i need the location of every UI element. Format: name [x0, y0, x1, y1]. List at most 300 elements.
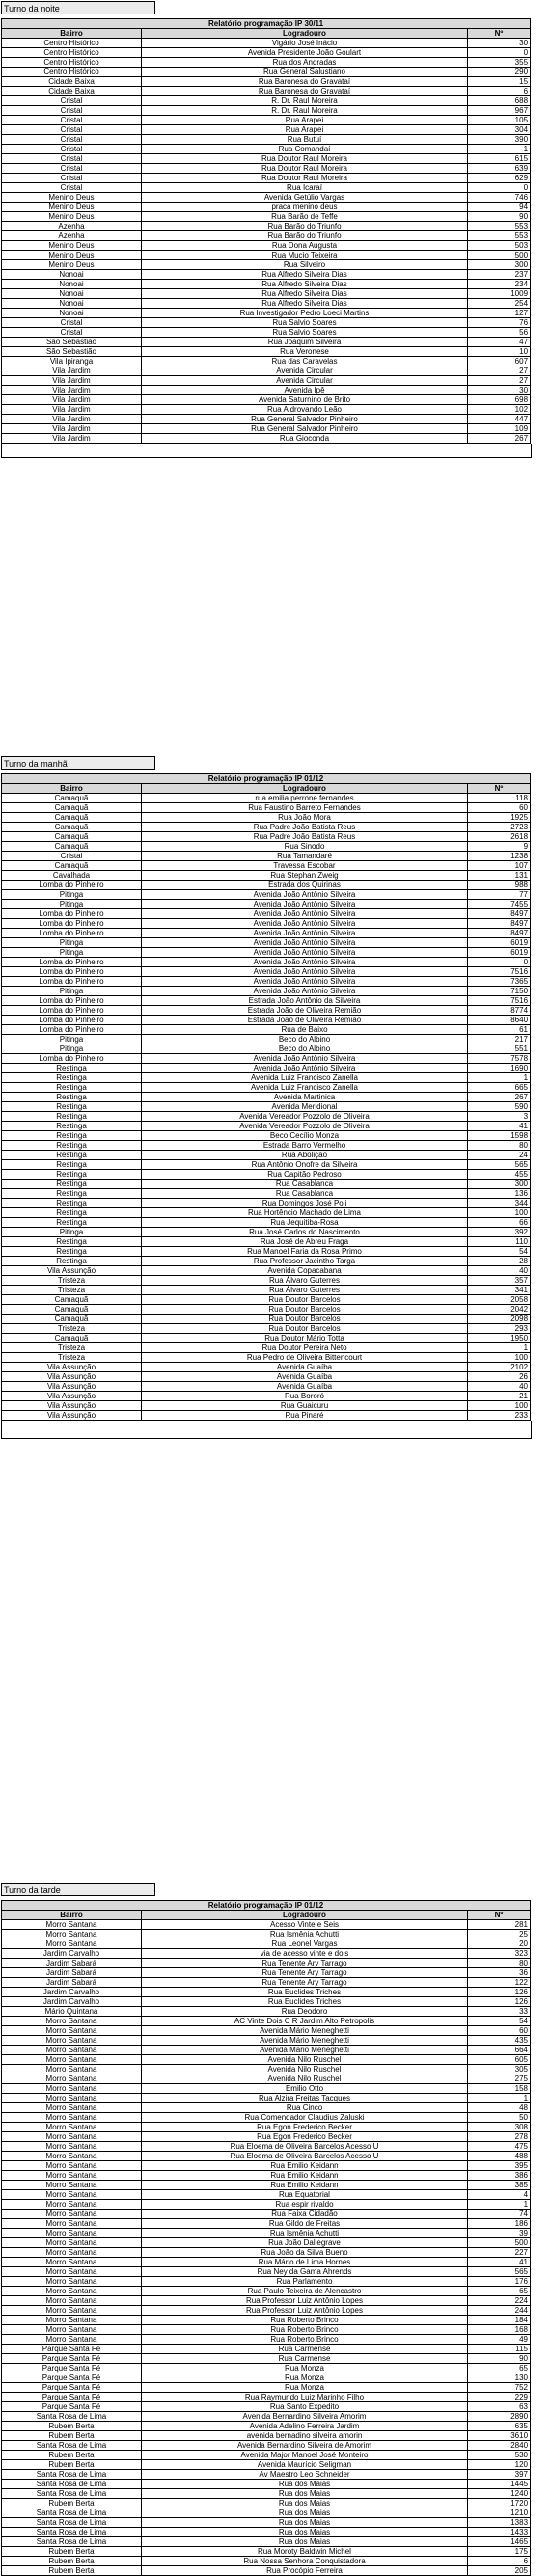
table-row: [2, 231, 531, 241]
bairro-cell: Pitinga: [2, 948, 142, 958]
table-row: [2, 2190, 531, 2200]
table-row: [2, 2306, 531, 2316]
table-row: [2, 1073, 531, 1083]
numero-cell: 967: [468, 106, 531, 116]
table-row: [2, 2094, 531, 2103]
table-row: [2, 2017, 531, 2026]
bairro-cell: Parque Santa Fé: [2, 2345, 142, 2354]
logradouro-cell: Rua Professor Luiz Antônio Lopes: [142, 2296, 468, 2306]
bairro-cell: Morro Santana: [2, 2123, 142, 2132]
table-row: [2, 260, 531, 270]
logradouro-cell: Rua Joaquim Silveira: [142, 338, 468, 347]
numero-cell: 40: [468, 1266, 531, 1276]
bairro-cell: Vila Jardim: [2, 424, 142, 434]
table-row: [2, 280, 531, 289]
numero-cell: 281: [468, 1920, 531, 1930]
table-row: [2, 2219, 531, 2229]
bairro-cell: Lomba do Pinheiro: [2, 967, 142, 977]
logradouro-cell: Beco Cecílio Monza: [142, 1131, 468, 1141]
logradouro-cell: Rua Álvaro Guterres: [142, 1276, 468, 1286]
table-row: [2, 2489, 531, 2499]
table-row: [2, 2508, 531, 2518]
table-spacer: [1, 1421, 532, 1439]
numero-cell: 33: [468, 2007, 531, 2017]
table-row: [2, 1939, 531, 1949]
table-row: [2, 1305, 531, 1315]
table-row: [2, 1401, 531, 1411]
table-row: [2, 2084, 531, 2094]
bairro-cell: Vila Assunção: [2, 1266, 142, 1276]
logradouro-cell: Rua Alfredo Silveira Dias: [142, 280, 468, 289]
table-row: [2, 1324, 531, 1334]
numero-cell: 1690: [468, 1064, 531, 1073]
table-row: [2, 318, 531, 328]
numero-cell: 49: [468, 2335, 531, 2345]
table-row: [2, 241, 531, 251]
table-row: [2, 909, 531, 919]
logradouro-cell: Rua Domingos José Poli: [142, 1199, 468, 1208]
table-row: [2, 376, 531, 386]
logradouro-cell: Rua dos Maias: [142, 2528, 468, 2537]
numero-cell: 76: [468, 318, 531, 328]
numero-cell: 664: [468, 2046, 531, 2055]
table-row: [2, 48, 531, 58]
table-row: [2, 222, 531, 231]
numero-cell: 115: [468, 2345, 531, 2354]
numero-cell: 390: [468, 135, 531, 145]
logradouro-cell: Rua Butuí: [142, 135, 468, 145]
numero-cell: 6019: [468, 938, 531, 948]
numero-cell: 8497: [468, 909, 531, 919]
numero-cell: 344: [468, 1199, 531, 1208]
logradouro-cell: Rua Padre João Batista Reus: [142, 832, 468, 842]
numero-cell: 397: [468, 2470, 531, 2480]
table-row: [2, 96, 531, 106]
bairro-cell: Morro Santana: [2, 2017, 142, 2026]
numero-cell: 2098: [468, 1315, 531, 1324]
bairro-cell: Morro Santana: [2, 2306, 142, 2316]
table-row: [2, 2460, 531, 2470]
bairro-cell: Santa Rosa de Lima: [2, 2508, 142, 2518]
table-row: [2, 1006, 531, 1016]
logradouro-cell: Rua Bororó: [142, 1392, 468, 1401]
bairro-cell: Morro Santana: [2, 2113, 142, 2123]
table-row: [2, 1218, 531, 1228]
bairro-cell: Lomba do Pinheiro: [2, 1025, 142, 1035]
numero-cell: 665: [468, 1083, 531, 1093]
logradouro-cell: Rua Gioconda: [142, 434, 468, 444]
logradouro-cell: Rua Sinodo: [142, 842, 468, 852]
table-row: [2, 2113, 531, 2123]
numero-cell: 304: [468, 125, 531, 135]
table-row: [2, 1199, 531, 1208]
bairro-cell: Restinga: [2, 1180, 142, 1189]
table-row: [2, 2132, 531, 2142]
table-row: [2, 58, 531, 68]
logradouro-cell: Avenida João Antônio Silveira: [142, 938, 468, 948]
logradouro-cell: Rua Salvio Soares: [142, 328, 468, 338]
logradouro-cell: Avenida Bernardino Silveira Amorim: [142, 2412, 468, 2422]
numero-cell: 2058: [468, 1295, 531, 1305]
bairro-cell: Morro Santana: [2, 2152, 142, 2161]
table-row: [2, 1266, 531, 1276]
logradouro-cell: Rua Doutor Barcelos: [142, 1295, 468, 1305]
bairro-cell: Restinga: [2, 1208, 142, 1218]
table-row: [2, 193, 531, 203]
bairro-cell: Morro Santana: [2, 2287, 142, 2296]
numero-cell: 2042: [468, 1305, 531, 1315]
table-row: [2, 2566, 531, 2576]
bairro-cell: Tristeza: [2, 1343, 142, 1353]
logradouro-cell: Rua Professor Luiz Antônio Lopes: [142, 2306, 468, 2316]
bairro-cell: Restinga: [2, 1131, 142, 1141]
bairro-cell: Azenha: [2, 222, 142, 231]
logradouro-cell: Rua Alzira Freitas Tacques: [142, 2094, 468, 2103]
table-row: [2, 270, 531, 280]
bairro-cell: Restinga: [2, 1237, 142, 1247]
logradouro-cell: Rua Roberto Brinco: [142, 2316, 468, 2325]
logradouro-cell: Avenida João Antônio Silveira: [142, 1054, 468, 1064]
table-row: [2, 929, 531, 938]
numero-cell: 455: [468, 1170, 531, 1180]
numero-cell: 244: [468, 2306, 531, 2316]
bairro-cell: Tristeza: [2, 1353, 142, 1363]
table-row: [2, 2181, 531, 2190]
bairro-cell: Camaquã: [2, 813, 142, 823]
table-row: [2, 2422, 531, 2431]
table-row: [2, 2287, 531, 2296]
logradouro-cell: Rua Comendador Claudius Zaluski: [142, 2113, 468, 2123]
table-row: [2, 1353, 531, 1363]
logradouro-cell: Rua Barão de Teffe: [142, 212, 468, 222]
numero-cell: 305: [468, 2065, 531, 2074]
logradouro-cell: avenida bernadino silveira amorin: [142, 2431, 468, 2441]
logradouro-cell: Rua Eloema de Oliveira Barcelos Acesso U: [142, 2142, 468, 2152]
numero-cell: 500: [468, 251, 531, 260]
table-row: [2, 2537, 531, 2547]
table-row: [2, 251, 531, 260]
table-row: [2, 996, 531, 1006]
bairro-cell: Tristeza: [2, 1286, 142, 1295]
logradouro-cell: Rua Ismênia Achutti: [142, 1930, 468, 1939]
numero-cell: 7516: [468, 996, 531, 1006]
numero-cell: 7150: [468, 987, 531, 996]
numero-cell: 105: [468, 116, 531, 125]
bairro-cell: Morro Santana: [2, 2132, 142, 2142]
numero-cell: 50: [468, 2113, 531, 2123]
numero-cell: 355: [468, 58, 531, 68]
logradouro-cell: Avenida Vereador Pozzolo de Oliveira: [142, 1112, 468, 1122]
bairro-cell: Santa Rosa de Lima: [2, 2489, 142, 2499]
bairro-cell: Cristal: [2, 164, 142, 174]
numero-cell: 233: [468, 1411, 531, 1421]
table-row: [2, 309, 531, 318]
numero-cell: 100: [468, 1353, 531, 1363]
table-row: [2, 2402, 531, 2412]
bairro-cell: Lomba do Pinheiro: [2, 881, 142, 890]
bairro-cell: Vila Ipiranga: [2, 357, 142, 366]
table-row: [2, 2441, 531, 2451]
bairro-cell: Parque Santa Fé: [2, 2383, 142, 2393]
logradouro-cell: Estrada dos Quirinas: [142, 881, 468, 890]
table-row: [2, 1208, 531, 1218]
logradouro-cell: Rua Roberto Brinco: [142, 2325, 468, 2335]
numero-cell: 109: [468, 424, 531, 434]
logradouro-cell: Rua Emilio Keidann: [142, 2161, 468, 2171]
bairro-cell: Pitinga: [2, 987, 142, 996]
table-row: [2, 2258, 531, 2267]
numero-cell: 1240: [468, 2489, 531, 2499]
bairro-cell: Morro Santana: [2, 2036, 142, 2046]
report-table: [1, 18, 531, 444]
bairro-cell: Vila Jardim: [2, 395, 142, 405]
table-row: [2, 395, 531, 405]
logradouro-cell: Avenida Guaíba: [142, 1382, 468, 1392]
logradouro-cell: Avenida João Antônio Silveira: [142, 987, 468, 996]
numero-cell: 6: [468, 2557, 531, 2566]
bairro-cell: Menino Deus: [2, 241, 142, 251]
table-row: [2, 203, 531, 212]
numero-cell: 357: [468, 1276, 531, 1286]
report-title: Relatório programação IP 01/12: [2, 774, 531, 784]
numero-cell: 122: [468, 1978, 531, 1988]
logradouro-cell: Beco do Albino: [142, 1035, 468, 1044]
bairro-cell: Menino Deus: [2, 203, 142, 212]
logradouro-cell: Rua Casablanca: [142, 1180, 468, 1189]
numero-cell: 395: [468, 2161, 531, 2171]
numero-cell: 503: [468, 241, 531, 251]
table-row: [2, 1180, 531, 1189]
numero-cell: 54: [468, 2017, 531, 2026]
table-row: [2, 1093, 531, 1102]
numero-cell: 100: [468, 1401, 531, 1411]
logradouro-cell: Rua Baronesa do Gravataí: [142, 77, 468, 87]
numero-cell: 341: [468, 1286, 531, 1295]
logradouro-cell: Rua Alfredo Silveira Dias: [142, 299, 468, 309]
numero-cell: 607: [468, 357, 531, 366]
table-row: [2, 1257, 531, 1266]
bairro-cell: Restinga: [2, 1218, 142, 1228]
numero-cell: 1950: [468, 1334, 531, 1343]
numero-cell: 3610: [468, 2431, 531, 2441]
bairro-cell: Menino Deus: [2, 260, 142, 270]
logradouro-cell: Rua Guaicuru: [142, 1401, 468, 1411]
bairro-cell: Rubem Berta: [2, 2451, 142, 2460]
table-row: [2, 1997, 531, 2007]
bairro-cell: São Sebastião: [2, 347, 142, 357]
table-spacer: [1, 444, 532, 458]
bairro-cell: Restinga: [2, 1151, 142, 1160]
numero-cell: 175: [468, 2547, 531, 2557]
bairro-cell: Tristeza: [2, 1276, 142, 1286]
logradouro-cell: Rua dos Maias: [142, 2480, 468, 2489]
table-row: [2, 2393, 531, 2402]
bairro-cell: Jardim Sabará: [2, 1968, 142, 1978]
table-row: [2, 145, 531, 154]
numero-cell: 605: [468, 2055, 531, 2065]
logradouro-cell: Avenida Mário Meneghetti: [142, 2026, 468, 2036]
numero-cell: 74: [468, 2210, 531, 2219]
table-row: [2, 1044, 531, 1054]
bairro-cell: Vila Jardim: [2, 405, 142, 415]
numero-cell: 8640: [468, 1016, 531, 1025]
table-row: [2, 832, 531, 842]
bairro-cell: Nonoai: [2, 299, 142, 309]
bairro-cell: Morro Santana: [2, 2335, 142, 2345]
logradouro-cell: Rua de Baixo: [142, 1025, 468, 1035]
numero-cell: 530: [468, 2451, 531, 2460]
table-row: [2, 1160, 531, 1170]
logradouro-cell: Rua Mucio Teixeira: [142, 251, 468, 260]
logradouro-cell: Rua Procópio Ferreira: [142, 2566, 468, 2576]
logradouro-cell: Avenida Luiz Francisco Zanella: [142, 1083, 468, 1093]
numero-cell: 176: [468, 2277, 531, 2287]
bairro-cell: Centro Histórico: [2, 68, 142, 77]
logradouro-cell: Rua Antônio Onofre da Silveira: [142, 1160, 468, 1170]
table-row: [2, 39, 531, 48]
logradouro-cell: Rua General Salvador Pinheiro: [142, 415, 468, 424]
table-row: [2, 977, 531, 987]
bairro-cell: Jardim Sabará: [2, 1959, 142, 1968]
logradouro-cell: Avenida Circular: [142, 366, 468, 376]
table-row: [2, 2451, 531, 2460]
table-row: [2, 77, 531, 87]
numero-cell: 590: [468, 1102, 531, 1112]
table-row: [2, 861, 531, 871]
logradouro-cell: Rua Aldrovando Leão: [142, 405, 468, 415]
table-row: [2, 2074, 531, 2084]
bairro-cell: Morro Santana: [2, 1930, 142, 1939]
numero-header: Nº: [468, 29, 531, 39]
table-row: [2, 938, 531, 948]
numero-cell: 629: [468, 174, 531, 183]
logradouro-header: Logradouro: [142, 784, 468, 794]
table-row: [2, 2499, 531, 2508]
table-row: [2, 1382, 531, 1392]
numero-cell: 1210: [468, 2508, 531, 2518]
numero-cell: 126: [468, 1988, 531, 1997]
bairro-cell: Rubem Berta: [2, 2566, 142, 2576]
bairro-cell: Camaquã: [2, 861, 142, 871]
bairro-cell: Morro Santana: [2, 2316, 142, 2325]
table-row: [2, 1978, 531, 1988]
logradouro-cell: Rua Doutor Raul Moreira: [142, 164, 468, 174]
table-row: [2, 842, 531, 852]
logradouro-cell: Avenida Ipê: [142, 386, 468, 395]
numero-cell: 752: [468, 2383, 531, 2393]
bairro-cell: Restinga: [2, 1247, 142, 1257]
logradouro-cell: Rua Baronesa do Gravataí: [142, 87, 468, 96]
logradouro-cell: Rua Emilio Keidann: [142, 2171, 468, 2181]
bairro-cell: Morro Santana: [2, 2219, 142, 2229]
table-row: [2, 2267, 531, 2277]
table-row: [2, 919, 531, 929]
logradouro-cell: Avenida Guaíba: [142, 1372, 468, 1382]
bairro-cell: Menino Deus: [2, 251, 142, 260]
numero-cell: 30: [468, 386, 531, 395]
numero-cell: 100: [468, 1208, 531, 1218]
bairro-cell: Morro Santana: [2, 2094, 142, 2103]
logradouro-cell: Rua Tenente Ary Tarrago: [142, 1968, 468, 1978]
numero-cell: 77: [468, 890, 531, 900]
bairro-cell: Morro Santana: [2, 2065, 142, 2074]
bairro-cell: Restinga: [2, 1112, 142, 1122]
table-row: [2, 135, 531, 145]
bairro-cell: Lomba do Pinheiro: [2, 1054, 142, 1064]
bairro-cell: Morro Santana: [2, 2103, 142, 2113]
numero-cell: 102: [468, 405, 531, 415]
bairro-cell: Morro Santana: [2, 2084, 142, 2094]
bairro-cell: Morro Santana: [2, 2229, 142, 2238]
table-row: [2, 338, 531, 347]
logradouro-cell: Rua Euclides Triches: [142, 1988, 468, 1997]
bairro-cell: Camaquã: [2, 1305, 142, 1315]
numero-cell: 80: [468, 1141, 531, 1151]
numero-cell: 1: [468, 1073, 531, 1083]
numero-cell: 8497: [468, 929, 531, 938]
table-row: [2, 2171, 531, 2181]
bairro-cell: Pitinga: [2, 1044, 142, 1054]
numero-cell: 565: [468, 1160, 531, 1170]
logradouro-cell: Rua Barão do Triunfo: [142, 222, 468, 231]
numero-cell: 2618: [468, 832, 531, 842]
numero-cell: 308: [468, 2123, 531, 2132]
numero-cell: 7516: [468, 967, 531, 977]
numero-cell: 7365: [468, 977, 531, 987]
table-row: [2, 2335, 531, 2345]
table-row: [2, 164, 531, 174]
bairro-cell: Cristal: [2, 125, 142, 135]
table-row: [2, 1102, 531, 1112]
bairro-cell: Cidade Baixa: [2, 87, 142, 96]
table-row: [2, 1949, 531, 1959]
numero-cell: 28: [468, 1257, 531, 1266]
table-row: [2, 2470, 531, 2480]
table-row: [2, 794, 531, 803]
table-row: [2, 415, 531, 424]
bairro-cell: Cristal: [2, 852, 142, 861]
bairro-cell: Vila Assunção: [2, 1363, 142, 1372]
bairro-cell: Cavalhada: [2, 871, 142, 881]
numero-cell: 290: [468, 68, 531, 77]
numero-cell: 1383: [468, 2518, 531, 2528]
logradouro-cell: Avenida João Antônio Silveira: [142, 948, 468, 958]
logradouro-cell: Rua Doutor Pereira Neto: [142, 1343, 468, 1353]
numero-cell: 65: [468, 2287, 531, 2296]
logradouro-cell: Avenida Meridional: [142, 1102, 468, 1112]
numero-cell: 6019: [468, 948, 531, 958]
numero-cell: 267: [468, 434, 531, 444]
logradouro-cell: Travessa Escobar: [142, 861, 468, 871]
numero-cell: 746: [468, 193, 531, 203]
logradouro-cell: Estrada Barro Vermelho: [142, 1141, 468, 1151]
bairro-cell: Restinga: [2, 1199, 142, 1208]
logradouro-cell: Rua Doutor Raul Moreira: [142, 174, 468, 183]
logradouro-cell: Rua Nossa Senhora Conquistadora: [142, 2557, 468, 2566]
table-row: [2, 434, 531, 444]
logradouro-cell: Rua Monza: [142, 2383, 468, 2393]
table-row: [2, 1151, 531, 1160]
logradouro-cell: Rua Veronese: [142, 347, 468, 357]
numero-cell: 8497: [468, 919, 531, 929]
bairro-cell: Cristal: [2, 135, 142, 145]
numero-cell: 2840: [468, 2441, 531, 2451]
numero-cell: 131: [468, 871, 531, 881]
bairro-cell: Camaquã: [2, 823, 142, 832]
numero-cell: 635: [468, 2422, 531, 2431]
numero-cell: 551: [468, 1044, 531, 1054]
logradouro-cell: Avenida Getúlio Vargas: [142, 193, 468, 203]
